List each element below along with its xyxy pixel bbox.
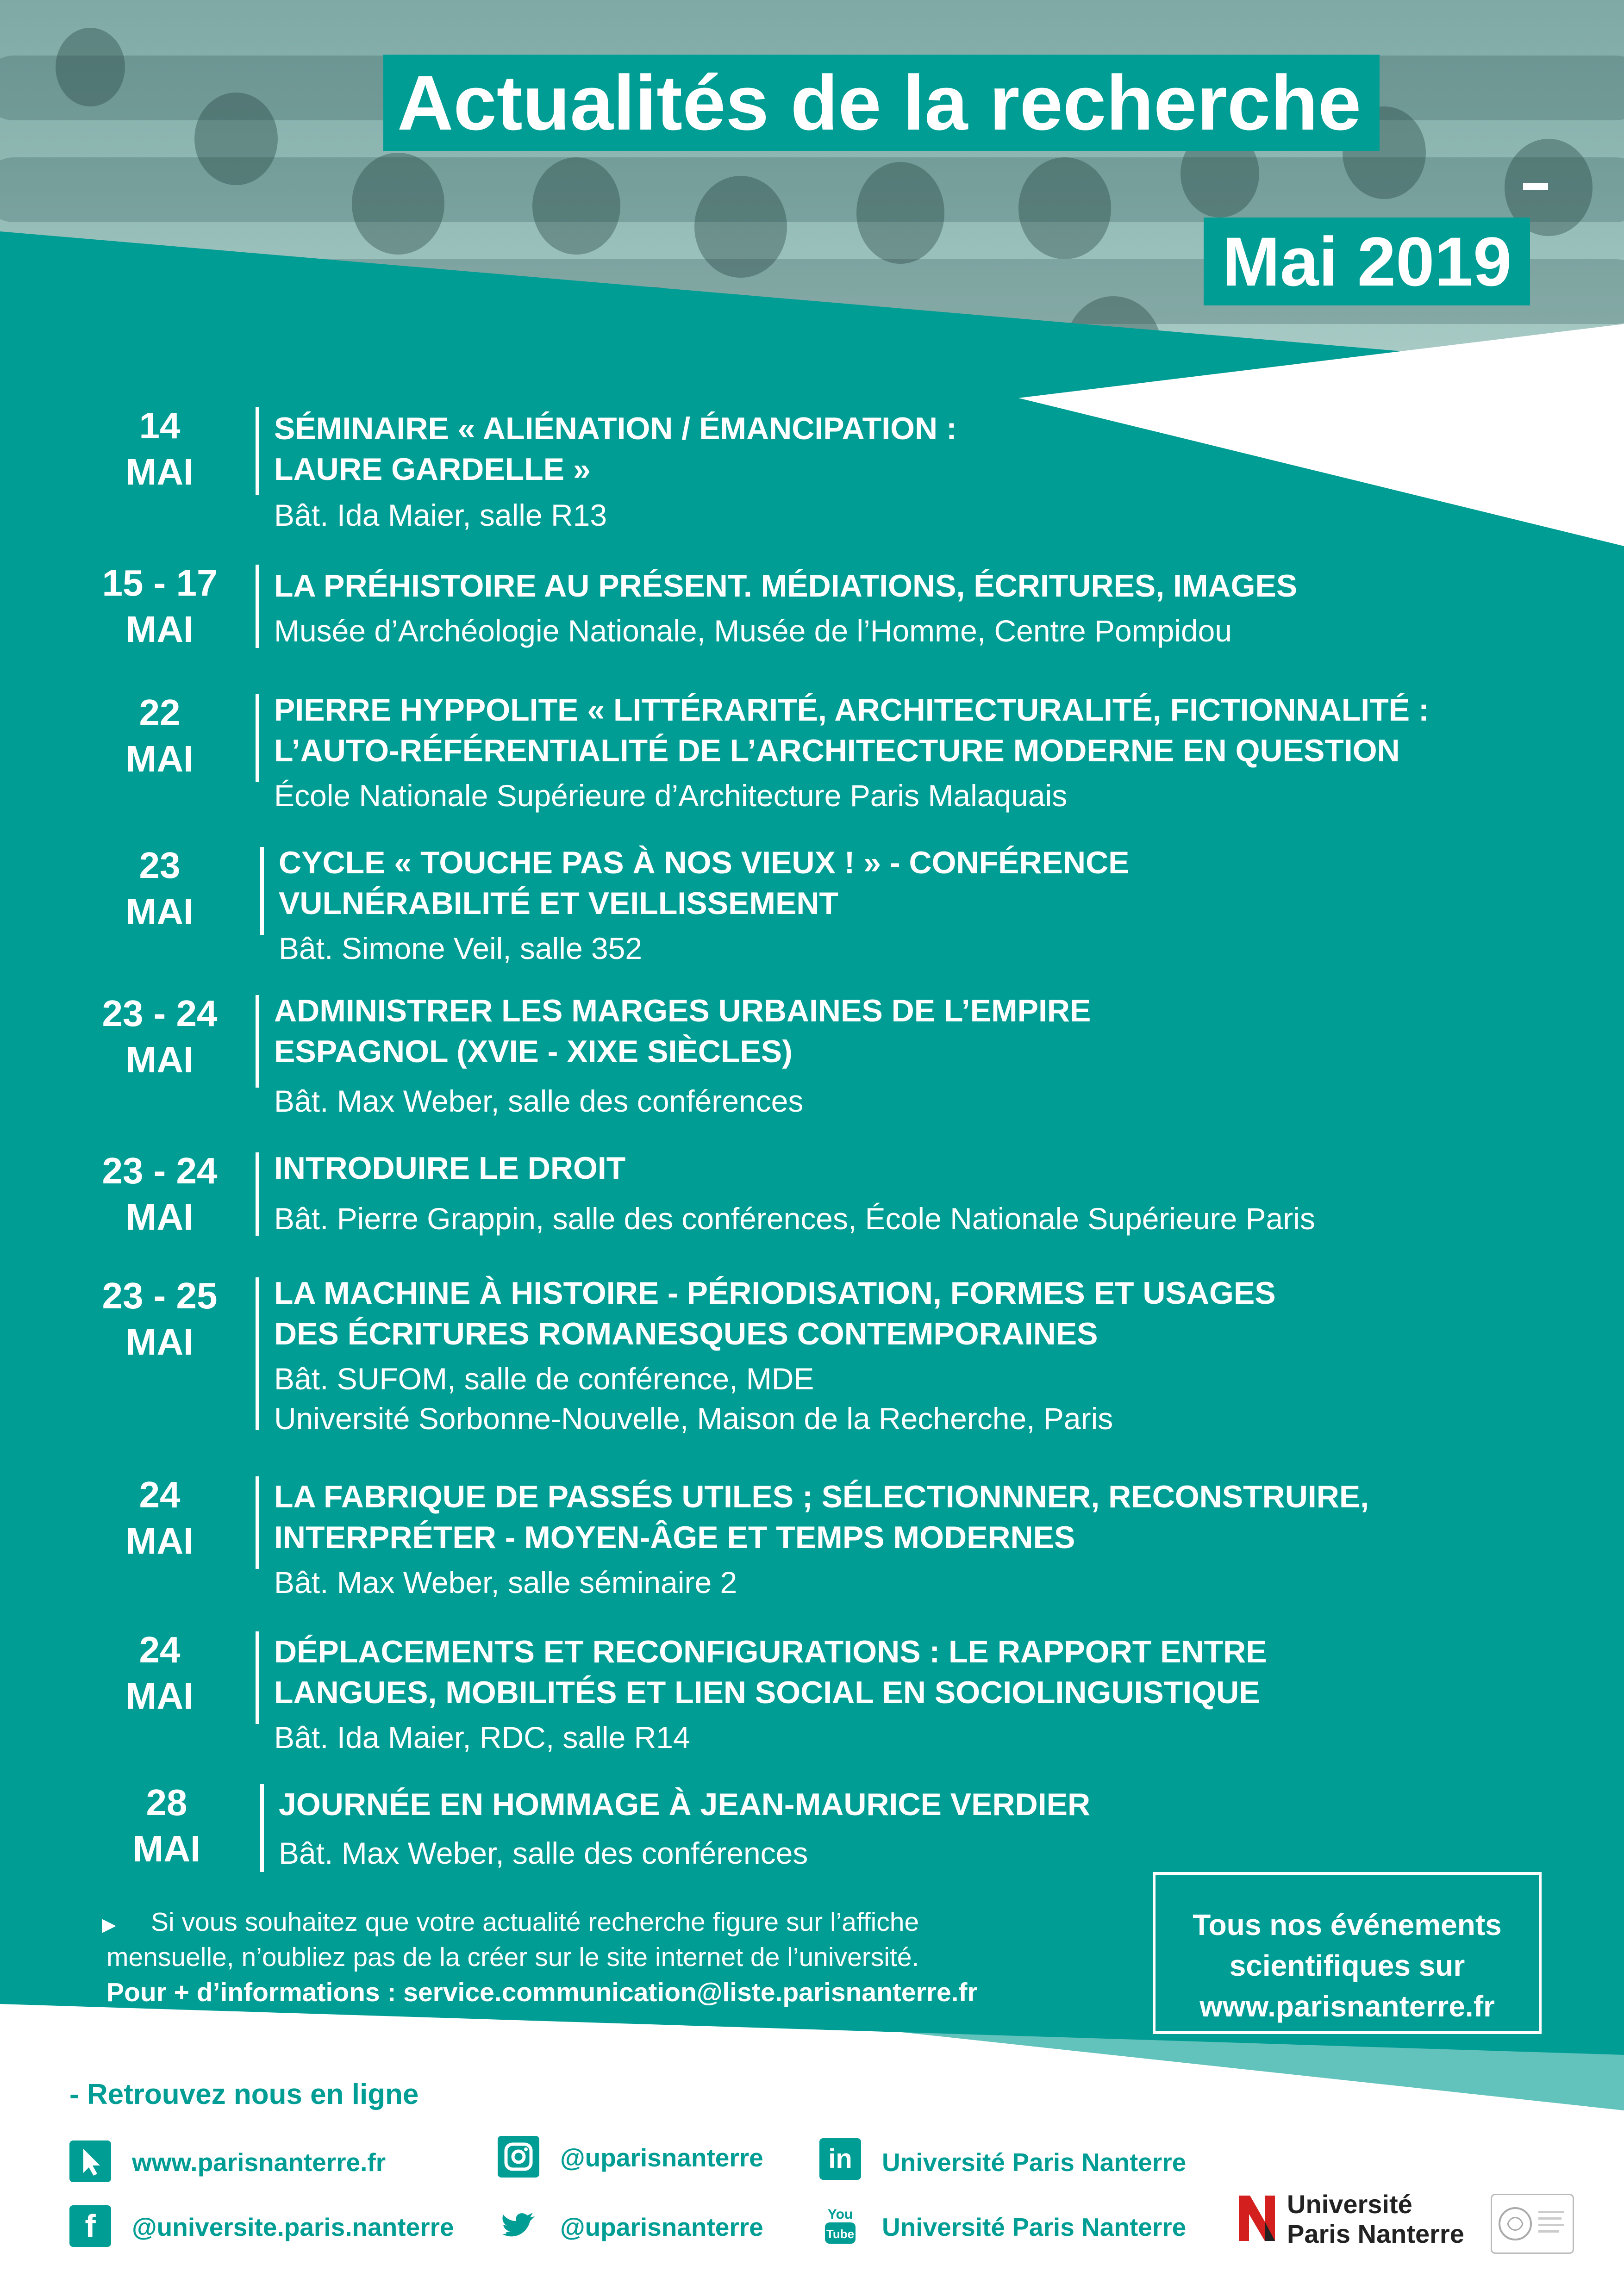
event-place: Bât. Max Weber, salle séminaire 2 [274,1565,737,1599]
event-title-line: ADMINISTRER LES MARGES URBAINES DE L’EMPIRE [274,993,1091,1028]
event-date-day: 15 - 17 [102,562,218,604]
website-link[interactable]: www.parisnanterre.fr [132,2148,386,2177]
event-date-month: MAI [125,1039,194,1080]
event-divider [256,995,259,1088]
event-divider [256,1476,259,1569]
commitment-seal-icon [1491,2194,1574,2254]
logo-text-line: Université [1287,2190,1412,2219]
online-heading: - Retrouvez nous en ligne [69,2078,419,2110]
event-date-day: 24 [139,1474,181,1515]
event-date-month: MAI [125,738,194,779]
event-date-day: 14 [139,405,181,446]
event-place: Bât. Ida Maier, salle R13 [274,498,607,532]
linkedin-link[interactable]: Université Paris Nanterre [882,2148,1187,2177]
promo-line: scientifiques sur [1229,1949,1465,1982]
event-title-line: INTRODUIRE LE DROIT [274,1151,626,1186]
event-title-line: SÉMINAIRE « ALIÉNATION / ÉMANCIPATION : [274,411,957,446]
event-title-line: CYCLE « TOUCHE PAS À NOS VIEUX ! » - CONFÉRENCE [279,845,1130,880]
event-place: Bât. Max Weber, salle des conférences [274,1084,804,1118]
event-date-month: MAI [125,1321,194,1363]
event-title-line: DÉPLACEMENTS ET RECONFIGURATIONS : LE RAPPORT ENTRE [274,1634,1267,1669]
event-date-month: MAI [132,1828,201,1869]
event-divider [260,847,264,935]
event-date-day: 23 [139,845,181,886]
event-date-month: MAI [125,451,194,492]
event-place: Bât. Ida Maier, RDC, salle R14 [274,1720,690,1755]
event-title-line: L’AUTO-RÉFÉRENTIALITÉ DE L’ARCHITECTURE MODERNE EN QUESTION [274,733,1400,768]
event-date-day: 22 [139,692,181,733]
title-dash [1523,183,1548,190]
svg-text:Tube: Tube [826,2227,855,2241]
event-date-month: MAI [125,1520,194,1562]
event-divider [256,1277,259,1430]
event-date-month: MAI [125,609,194,650]
event-divider [256,407,259,495]
promo-url[interactable]: www.parisnanterre.fr [1199,1990,1495,2023]
svg-text:You: You [827,2207,853,2222]
cursor-icon [69,2140,111,2182]
event-date-day: 28 [146,1782,187,1823]
event-place: Bât. Simone Veil, salle 352 [279,931,643,965]
event-divider [256,1152,259,1236]
note-contact-line[interactable]: Pour + d’informations : service.communication@liste.parisnanterre.fr [106,1978,978,2007]
logo-text-line: Paris Nanterre [1287,2219,1464,2248]
facebook-icon: f [69,2205,111,2247]
event-title-line: DES ÉCRITURES ROMANESQUES CONTEMPORAINES [274,1316,1098,1351]
poster-month: Mai 2019 [1204,218,1530,305]
event-title-line: LANGUES, MOBILITÉS ET LIEN SOCIAL EN SOCIOLINGUISTIQUE [274,1675,1260,1710]
event-place: Bât. Pierre Grappin, salle des conférences, École Nationale Supérieure Paris [274,1201,1315,1236]
event-divider [256,1631,259,1724]
twitter-link[interactable]: @uparisnanterre [560,2213,763,2241]
event-title-line: ESPAGNOL (XVIE - XIXE SIÈCLES) [274,1034,793,1069]
event-divider [260,1784,264,1872]
event-date-day: 23 - 25 [102,1275,218,1316]
poster-title: Actualités de la recherche [383,55,1380,151]
play-arrow-icon: ▶ [102,1915,116,1935]
event-date-month: MAI [125,1196,194,1238]
event-title-line: LA FABRIQUE DE PASSÉS UTILES ; SÉLECTIONNNER, RECONSTRUIRE, [274,1479,1369,1514]
event-place: École Nationale Supérieure d’Architecture Paris Malaquais [274,778,1068,813]
event-title-line: INTERPRÉTER - MOYEN-ÂGE ET TEMPS MODERNES [274,1520,1075,1555]
submission-note [102,1904,1125,2010]
events-website-box[interactable] [1153,1872,1542,2034]
event-date-day: 24 [139,1629,181,1670]
event-date-day: 23 - 24 [102,993,218,1034]
event-date-day: 23 - 24 [102,1150,218,1191]
twitter-icon [498,2205,539,2247]
event-place: Bât. SUFOM, salle de conférence, MDE Université Sorbonne-Nouvelle, Maison de la Recherche, Paris [274,1362,1113,1436]
event-title-line: LA MACHINE À HISTOIRE - PÉRIODISATION, FORMES ET USAGES [274,1276,1276,1311]
note-line: mensuelle, n’oubliez pas de la créer sur le site internet de l’université. [106,1942,919,1972]
event-divider [256,694,259,782]
university-logo-mark-icon [1236,2193,1278,2244]
youtube-link[interactable]: Université Paris Nanterre [882,2213,1187,2241]
event-title-line: LA PRÉHISTOIRE AU PRÉSENT. MÉDIATIONS, ÉCRITURES, IMAGES [274,568,1298,604]
event-place: Musée d’Archéologie Nationale, Musée de l’Homme, Centre Pompidou [274,614,1232,648]
event-divider [256,565,259,648]
instagram-icon [498,2136,539,2178]
facebook-link[interactable]: @universite.paris.nanterre [132,2213,454,2241]
event-title-line: PIERRE HYPPOLITE « LITTÉRARITÉ, ARCHITECTURALITÉ, FICTIONNALITÉ : [274,692,1429,728]
youtube-icon [819,2203,861,2245]
event-place: Bât. Max Weber, salle des conférences [279,1836,808,1870]
event-title-line: VULNÉRABILITÉ ET VEILLISSEMENT [279,886,838,921]
note-line: Si vous souhaitez que votre actualité recherche figure sur l’affiche [151,1907,919,1937]
event-date-month: MAI [125,1675,194,1717]
promo-line: Tous nos événements [1193,1908,1502,1941]
event-title-line: JOURNÉE EN HOMMAGE À JEAN-MAURICE VERDIER [279,1787,1091,1822]
instagram-link[interactable]: @uparisnanterre [560,2143,763,2172]
event-date-month: MAI [125,891,194,932]
linkedin-icon: in [819,2138,861,2180]
event-title-line: LAURE GARDELLE » [274,452,591,487]
